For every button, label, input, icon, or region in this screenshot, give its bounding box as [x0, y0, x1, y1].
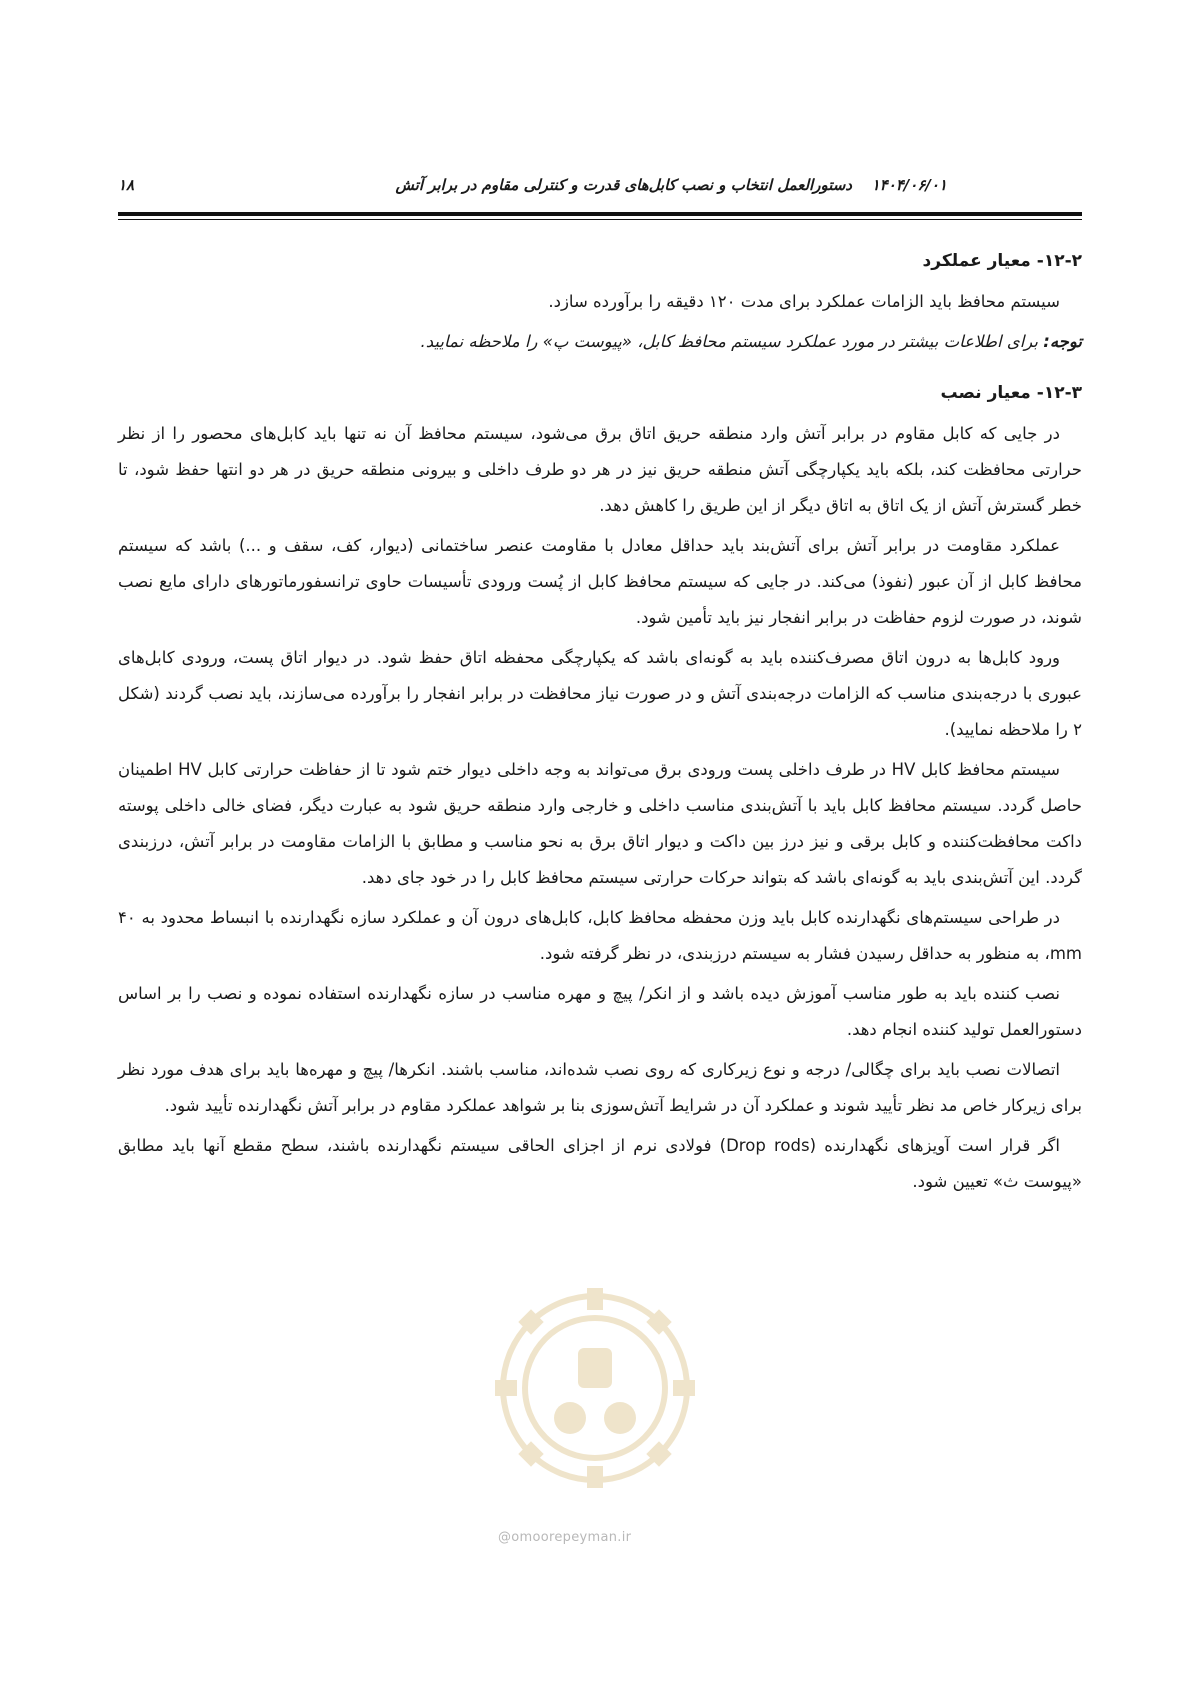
paragraph: سیستم محافظ کابل HV در طرف داخلی پست ورودی برق می‌تواند به وجه داخلی دیوار ختم شود تا از حفاظت حرارتی کابل HV اطمینان حاصل گردد. سیستم محافظ کابل باید با آتش‌بندی مناسب داخلی و خارجی وارد منطقه حریق شود به عبارت دیگر، فضای خالی داخلی پوسته داکت محافظت‌کننده و کابل برقی و نیز درز بین داکت و دیوار اتاق برق به نحو مناسب و مطابق با الزامات مقاومت در برابر آتش، درزبندی گردد. این آتش‌بندی باید به گونه‌ای باشد که بتواند حرکات حرارتی سیستم محافظ کابل را در خود جای دهد.	[118, 760, 1082, 887]
header-date: ۱۴۰۴/۰۶/۰۱	[871, 176, 947, 194]
document-body	[118, 246, 1082, 1204]
paragraph: سیستم محافظ باید الزامات عملکرد برای مدت ۱۲۰ دقیقه را برآورده سازد.	[548, 292, 1060, 311]
page-number: ۱۸	[118, 176, 135, 194]
header-title: دستورالعمل انتخاب و نصب کابل‌های قدرت و کنترلی مقاوم در برابر آتش	[395, 176, 852, 194]
note	[118, 324, 1082, 360]
paragraph: در جایی که کابل مقاوم در برابر آتش وارد منطقه حریق اتاق برق می‌شود، سیستم محافظ آن نه تنها باید کابل‌های محصور را از نظر حرارتی محافظت کند، بلکه باید یکپارچگی آتش منطقه حریق نیز در هر دو طرف داخلی و بیرونی منطقه حریق در هر دو انتها حفظ شود، تا خطر گسترش آتش از یک اتاق به اتاق دیگر از این طریق را کاهش دهد.	[118, 424, 1082, 515]
section-heading: ۱۲-۲- معیار عملکرد	[922, 251, 1082, 271]
note-text: برای اطلاعات بیشتر در مورد عملکرد سیستم محافظ کابل، «پیوست پ» را ملاحظه نمایید.	[420, 332, 1044, 351]
paragraph: نصب کننده باید به طور مناسب آموزش دیده باشد و از انکر/ پیچ و مهره مناسب در سازه نگهدارنده استفاده نموده و نصب را بر اساس دستورالعمل تولید کننده انجام دهد.	[118, 984, 1082, 1039]
paragraph: اتصالات نصب باید برای چگالی/ درجه و نوع زیرکاری که روی نصب شده‌اند، مناسب باشند. انکرها/ پیچ و مهره‌ها باید برای هدف مورد نظر برای زیرکار خاص مد نظر تأیید شوند و عملکرد آن در شرایط آتش‌سوزی بنا بر شواهد عملکرد مقاوم در برابر آتش نگهدارنده تأیید شود.	[118, 1060, 1082, 1115]
paragraph: ورود کابل‌ها به درون اتاق مصرف‌کننده باید به گونه‌ای باشد که یکپارچگی محفظه اتاق حفظ شود. در دیوار اتاق پست، ورودی کابل‌های عبوری با درجه‌بندی مناسب که الزامات درجه‌بندی آتش و در صورت نیاز محافظت در برابر انفجار را برآورده می‌سازند، باید نصب گردند (شکل ۲ را ملاحظه نمایید).	[118, 648, 1082, 739]
paragraph: در طراحی سیستم‌های نگهدارنده کابل باید وزن محفظه محافظ کابل، کابل‌های درون آن و عملکرد سازه نگهدارنده با انبساط محدود به ۴۰ mm، به منظور به حداقل رسیدن فشار به سیستم درزبندی، در نظر گرفته شود.	[118, 908, 1082, 963]
header-rule	[118, 212, 1082, 216]
watermark-logo-icon	[490, 1268, 700, 1508]
header-rule-thin	[118, 219, 1082, 220]
section-heading: ۱۲-۳- معیار نصب	[940, 383, 1082, 403]
paragraph: اگر قرار است آویزهای نگهدارنده (Drop rods) فولادی نرم از اجزای الحاقی سیستم نگهدارنده باشند، سطح مقطع آنها باید مطابق «پیوست ث» تعیین شود.	[118, 1136, 1082, 1191]
watermark-caption: @omoorepeyman.ir	[498, 1530, 632, 1545]
paragraph: عملکرد مقاومت در برابر آتش برای آتش‌بند باید حداقل معادل با مقاومت عنصر ساختمانی (دیوار، کف، سقف و ...) باشد که سیستم محافظ کابل از آن عبور (نفوذ) می‌کند. در جایی که سیستم محافظ کابل از پُست ورودی تأسیسات حاوی ترانسفورماتورهای دارای مایع نصب شوند، در صورت لزوم حفاظت در برابر انفجار نیز باید تأمین شود.	[118, 536, 1082, 627]
page-header	[118, 168, 1082, 204]
note-label: توجه:	[1043, 332, 1082, 351]
